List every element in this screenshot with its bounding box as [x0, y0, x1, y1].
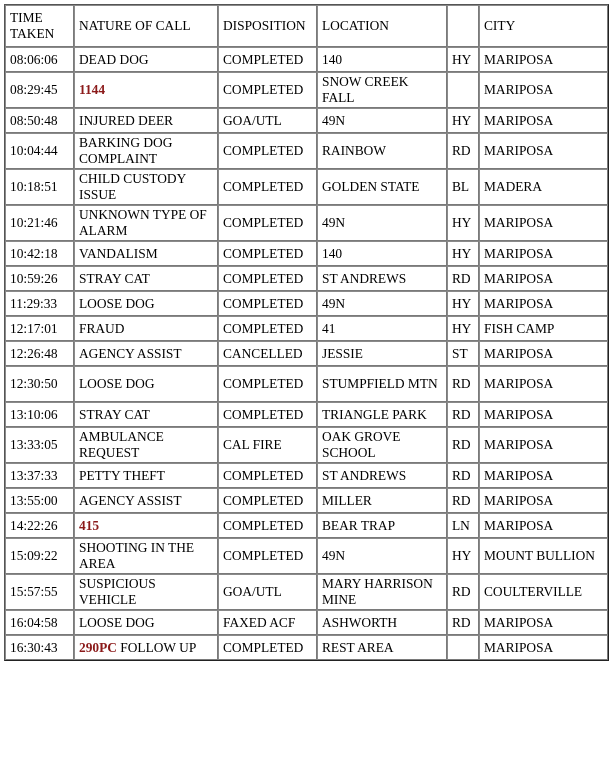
cell-time: 11:29:33 — [5, 291, 74, 316]
table-row — [5, 108, 608, 133]
cell-disposition: GOA/UTL — [218, 574, 317, 610]
cell-location-type: HY — [447, 538, 479, 574]
cell-nature — [74, 574, 218, 610]
cell-nature — [74, 108, 218, 133]
cell-disposition: COMPLETED — [218, 538, 317, 574]
column-header-nature: NATURE OF CALL — [74, 5, 218, 47]
cell-disposition: CAL FIRE — [218, 427, 317, 463]
cell-time: 14:22:26 — [5, 513, 74, 538]
cell-disposition: COMPLETED — [218, 291, 317, 316]
cell-disposition: COMPLETED — [218, 241, 317, 266]
cell-location-type: HY — [447, 291, 479, 316]
cell-nature — [74, 610, 218, 635]
cell-location: TRIANGLE PARK — [317, 402, 447, 427]
call-nature-text: LOOSE DOG — [79, 376, 155, 391]
cell-location-type: RD — [447, 133, 479, 169]
cell-location: MILLER — [317, 488, 447, 513]
cell-nature — [74, 133, 218, 169]
cell-disposition: COMPLETED — [218, 635, 317, 660]
table-row — [5, 341, 608, 366]
cell-time: 12:17:01 — [5, 316, 74, 341]
table-row — [5, 463, 608, 488]
call-nature-text: DEAD DOG — [79, 51, 149, 67]
cell-location-type: HY — [447, 108, 479, 133]
cell-location-type: RD — [447, 266, 479, 291]
cell-disposition: GOA/UTL — [218, 108, 317, 133]
cell-nature — [74, 205, 218, 241]
cell-city: MARIPOSA — [479, 513, 608, 538]
table-row — [5, 538, 608, 574]
cell-nature — [74, 538, 218, 574]
cell-city: MARIPOSA — [479, 488, 608, 513]
column-header-location: LOCATION — [317, 5, 447, 47]
cell-nature — [74, 72, 218, 108]
cell-time: 15:57:55 — [5, 574, 74, 610]
cell-nature — [74, 488, 218, 513]
table-row — [5, 513, 608, 538]
cell-location: MARY HARRISON MINE — [317, 574, 447, 610]
cell-time: 10:42:18 — [5, 241, 74, 266]
cell-location-type: HY — [447, 316, 479, 341]
cell-nature — [74, 169, 218, 205]
call-nature-text: FOLLOW UP — [116, 639, 197, 655]
cell-location: ST ANDREWS — [317, 266, 447, 291]
cell-nature — [74, 316, 218, 341]
table-row — [5, 291, 608, 316]
call-nature-text: UNKNOWN TYPE OF ALARM — [79, 207, 210, 238]
cell-location: GOLDEN STATE — [317, 169, 447, 205]
cell-location: STUMPFIELD MTN — [317, 366, 447, 402]
cell-location-type — [447, 72, 479, 108]
table-row — [5, 488, 608, 513]
call-nature-text: AMBULANCE REQUEST — [79, 429, 168, 460]
cell-disposition: COMPLETED — [218, 72, 317, 108]
cell-disposition: COMPLETED — [218, 316, 317, 341]
call-nature-text: AGENCY ASSIST — [79, 492, 182, 508]
cell-city: MARIPOSA — [479, 366, 608, 402]
table-row — [5, 610, 608, 635]
table-row — [5, 402, 608, 427]
table-row — [5, 316, 608, 341]
table-row — [5, 574, 608, 610]
cell-disposition: COMPLETED — [218, 402, 317, 427]
cell-location-type: RD — [447, 610, 479, 635]
cell-disposition: COMPLETED — [218, 205, 317, 241]
cell-city: MARIPOSA — [479, 133, 608, 169]
column-header-city: CITY — [479, 5, 608, 47]
cell-location: 140 — [317, 241, 447, 266]
cell-nature — [74, 366, 218, 402]
call-nature-text: LOOSE DOG — [79, 614, 155, 630]
cell-time: 10:18:51 — [5, 169, 74, 205]
cell-city: MARIPOSA — [479, 72, 608, 108]
cell-location: JESSIE — [317, 341, 447, 366]
cell-city: MARIPOSA — [479, 47, 608, 72]
column-header-type — [447, 5, 479, 47]
cell-city: MARIPOSA — [479, 205, 608, 241]
cell-location: BEAR TRAP — [317, 513, 447, 538]
cell-disposition: CANCELLED — [218, 341, 317, 366]
cell-time: 16:30:43 — [5, 635, 74, 660]
cell-city: MARIPOSA — [479, 108, 608, 133]
cell-disposition: COMPLETED — [218, 488, 317, 513]
cell-nature — [74, 241, 218, 266]
cell-location: 49N — [317, 291, 447, 316]
call-nature-text: STRAY CAT — [79, 406, 150, 422]
table-row — [5, 266, 608, 291]
cell-nature — [74, 47, 218, 72]
cell-location-type: RD — [447, 488, 479, 513]
cell-city: MARIPOSA — [479, 341, 608, 366]
column-header-time: TIME TAKEN — [5, 5, 74, 47]
cell-nature — [74, 266, 218, 291]
cell-time: 08:50:48 — [5, 108, 74, 133]
cell-location-type — [447, 635, 479, 660]
call-nature-text: AGENCY ASSIST — [79, 345, 182, 361]
cell-nature — [74, 291, 218, 316]
call-nature-text: SHOOTING IN THE AREA — [79, 540, 197, 571]
cell-location-type: RD — [447, 574, 479, 610]
cell-location: OAK GROVE SCHOOL — [317, 427, 447, 463]
table-row — [5, 47, 608, 72]
call-nature-text: CHILD CUSTODY ISSUE — [79, 171, 190, 202]
call-nature-text: SUSPICIOUS VEHICLE — [79, 576, 159, 607]
cell-nature — [74, 463, 218, 488]
call-code: 290PC — [79, 639, 117, 655]
cell-location: ST ANDREWS — [317, 463, 447, 488]
call-nature-text: FRAUD — [79, 320, 125, 336]
call-nature-text: STRAY CAT — [79, 270, 150, 286]
cell-time: 15:09:22 — [5, 538, 74, 574]
cell-location-type: BL — [447, 169, 479, 205]
table-row — [5, 72, 608, 108]
call-log-table — [4, 4, 609, 661]
table-row — [5, 241, 608, 266]
cell-nature — [74, 341, 218, 366]
cell-city: MARIPOSA — [479, 610, 608, 635]
cell-city: MARIPOSA — [479, 402, 608, 427]
cell-location: 41 — [317, 316, 447, 341]
cell-time: 10:04:44 — [5, 133, 74, 169]
cell-city: MADERA — [479, 169, 608, 205]
cell-location-type: RD — [447, 366, 479, 402]
cell-time: 08:06:06 — [5, 47, 74, 72]
cell-city: MARIPOSA — [479, 427, 608, 463]
cell-nature — [74, 427, 218, 463]
call-nature-text: LOOSE DOG — [79, 295, 155, 311]
cell-location: 140 — [317, 47, 447, 72]
cell-time: 12:26:48 — [5, 341, 74, 366]
cell-city: MARIPOSA — [479, 463, 608, 488]
cell-location: ASHWORTH — [317, 610, 447, 635]
column-header-disposition: DISPOSITION — [218, 5, 317, 47]
cell-disposition: COMPLETED — [218, 266, 317, 291]
cell-location-type: ST — [447, 341, 479, 366]
cell-disposition: FAXED ACF — [218, 610, 317, 635]
table-row — [5, 169, 608, 205]
table-row — [5, 205, 608, 241]
cell-location-type: RD — [447, 402, 479, 427]
cell-location-type: RD — [447, 463, 479, 488]
cell-disposition: COMPLETED — [218, 169, 317, 205]
cell-location-type: RD — [447, 427, 479, 463]
cell-time: 10:21:46 — [5, 205, 74, 241]
cell-location-type: HY — [447, 47, 479, 72]
cell-location: 49N — [317, 538, 447, 574]
cell-disposition: COMPLETED — [218, 513, 317, 538]
table-row — [5, 635, 608, 660]
header-row — [5, 5, 608, 47]
cell-time: 10:59:26 — [5, 266, 74, 291]
cell-nature — [74, 513, 218, 538]
cell-location-type: HY — [447, 241, 479, 266]
cell-city: MARIPOSA — [479, 635, 608, 660]
cell-time: 12:30:50 — [5, 366, 74, 402]
cell-city: MARIPOSA — [479, 241, 608, 266]
table-row — [5, 133, 608, 169]
cell-location: 49N — [317, 108, 447, 133]
call-code: 1144 — [79, 82, 106, 97]
cell-city: FISH CAMP — [479, 316, 608, 341]
cell-time: 13:33:05 — [5, 427, 74, 463]
cell-time: 08:29:45 — [5, 72, 74, 108]
cell-city: MARIPOSA — [479, 266, 608, 291]
cell-location-type: HY — [447, 205, 479, 241]
cell-disposition: COMPLETED — [218, 463, 317, 488]
cell-nature — [74, 402, 218, 427]
cell-nature — [74, 635, 218, 660]
cell-location: SNOW CREEK FALL — [317, 72, 447, 108]
cell-disposition: COMPLETED — [218, 366, 317, 402]
cell-disposition: COMPLETED — [218, 47, 317, 72]
cell-time: 13:55:00 — [5, 488, 74, 513]
call-nature-text: BARKING DOG COMPLAINT — [79, 135, 176, 166]
cell-location-type: LN — [447, 513, 479, 538]
table-row — [5, 366, 608, 402]
cell-location: 49N — [317, 205, 447, 241]
cell-city: COULTERVILLE — [479, 574, 608, 610]
table-row — [5, 427, 608, 463]
call-nature-text: VANDALISM — [79, 245, 158, 261]
cell-disposition: COMPLETED — [218, 133, 317, 169]
cell-time: 13:10:06 — [5, 402, 74, 427]
call-code: 415 — [79, 517, 100, 533]
cell-time: 13:37:33 — [5, 463, 74, 488]
cell-city: MOUNT BULLION — [479, 538, 608, 574]
call-nature-text: INJURED DEER — [79, 112, 174, 128]
call-nature-text: PETTY THEFT — [79, 467, 165, 483]
cell-location: REST AREA — [317, 635, 447, 660]
cell-city: MARIPOSA — [479, 291, 608, 316]
cell-time: 16:04:58 — [5, 610, 74, 635]
cell-location: RAINBOW — [317, 133, 447, 169]
